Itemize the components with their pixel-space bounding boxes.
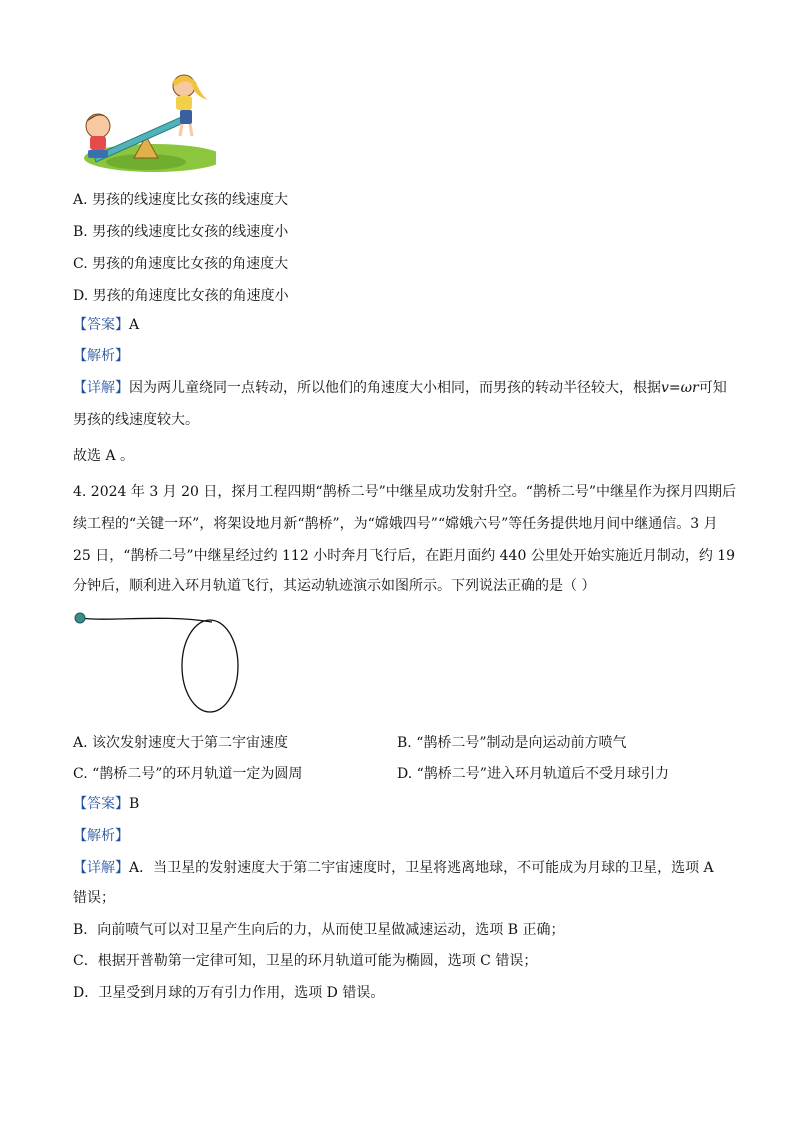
q3-option-a: A. 男孩的线速度比女孩的线速度大: [73, 192, 289, 208]
detail-text: 因为两儿童绕同一点转动，所以他们的角速度大小相同，而男孩的转动半径较大，根据: [129, 380, 661, 396]
q4-stem-line3: 25 日，“鹊桥二号”中继星经过约 112 小时奔月飞行后，在距月面约 440 公里处开始实施近月制动，约 19: [73, 548, 736, 564]
detail-tag: 【详解】: [73, 380, 129, 396]
q3-answer: [73, 315, 139, 335]
detail-text: A．当卫星的发射速度大于第二宇宙速度时，卫星将逃离地球，不可能成为月球的卫星，选项 A: [129, 860, 714, 876]
q3-option-c: C. 男孩的角速度比女孩的角速度大: [73, 256, 289, 272]
answer-tag: 【答案】: [73, 317, 129, 333]
q4-answer: [73, 794, 139, 814]
formula: v=ωr: [661, 380, 699, 396]
q4-detail-line4: C．根据开普勒第一定律可知，卫星的环月轨道可能为椭圆，选项 C 错误；: [73, 953, 538, 969]
trajectory-diagram: [72, 608, 252, 724]
q3-detail-line1: [73, 378, 727, 398]
q3-option-b: B. 男孩的线速度比女孩的线速度小: [73, 224, 289, 240]
q4-option-d: D. “鹊桥二号”进入环月轨道后不受月球引力: [397, 766, 669, 782]
q3-detail-line2: 男孩的线速度较大。: [73, 412, 199, 428]
analysis-tag: 【解析】: [73, 828, 129, 844]
q4-detail-line1: [73, 858, 714, 878]
q4-detail-line3: B．向前喷气可以对卫星产生向后的力，从而使卫星做减速运动，选项 B 正确；: [73, 922, 565, 938]
q4-option-b: B. “鹊桥二号”制动是向运动前方喷气: [397, 735, 627, 751]
q4-option-c: C. “鹊桥二号”的环月轨道一定为圆周: [73, 766, 303, 782]
q3-analysis: [73, 346, 129, 366]
q4-analysis: [73, 826, 129, 846]
analysis-tag: 【解析】: [73, 348, 129, 364]
q4-option-a: A. 该次发射速度大于第二宇宙速度: [73, 735, 289, 751]
answer-value: B: [129, 796, 140, 812]
answer-tag: 【答案】: [73, 796, 129, 812]
q4-stem-line1: 4. 2024 年 3 月 20 日，探月工程四期“鹊桥二号”中继星成功发射升空。“鹊桥二号”中继星作为探月四期后: [73, 484, 737, 500]
detail-tag: 【详解】: [73, 860, 129, 876]
answer-value: A: [129, 317, 140, 333]
earth-icon: [75, 613, 85, 623]
q3-option-d: D. 男孩的角速度比女孩的角速度小: [73, 288, 289, 304]
seesaw-illustration: [76, 70, 216, 178]
q4-stem-line2: 续工程的“关键一环”，将架设地月新“鹊桥”，为“嫦娥四号”“嫦娥六号”等任务提供地月间中继通信。3 月: [73, 516, 718, 532]
detail-text-end: 可知: [698, 380, 727, 396]
q3-conclusion: 故选 A 。: [73, 448, 135, 464]
q4-detail-line2: 错误；: [73, 890, 115, 906]
q4-detail-line5: D．卫星受到月球的万有引力作用，选项 D 错误。: [73, 985, 385, 1001]
q4-stem-line4: 分钟后，顺利进入环月轨道飞行，其运动轨迹演示如图所示。下列说法正确的是（ ）: [73, 578, 596, 594]
